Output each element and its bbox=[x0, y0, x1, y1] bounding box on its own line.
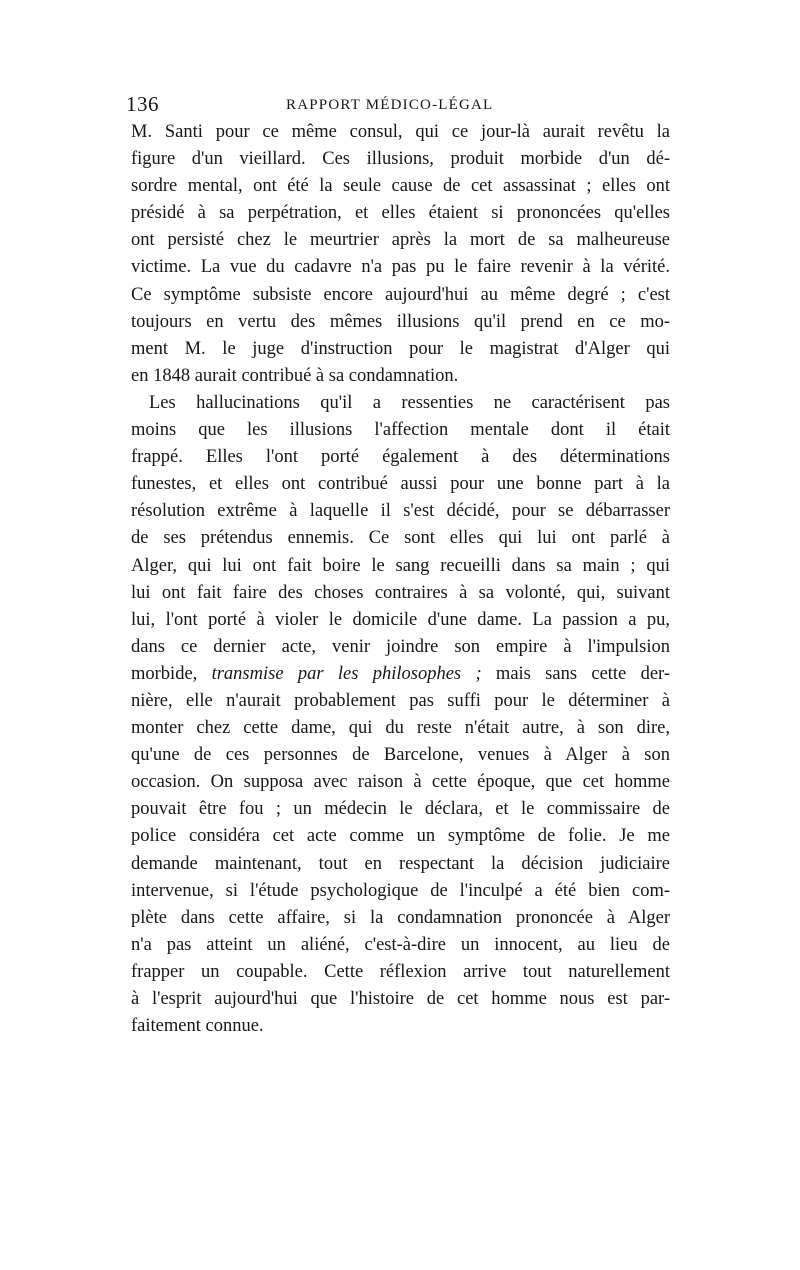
text-line: monter chez cette dame, qui du reste n'était autre, à son dire, bbox=[131, 718, 670, 739]
paragraph-start-line: Les hallucinations qu'il a ressenties ne caractérisent pas bbox=[149, 392, 670, 413]
text-line: M. Santi pour ce même consul, qui ce jour-là aurait revêtu la bbox=[131, 122, 670, 142]
text-line: nière, elle n'aurait probablement pas suffi pour le déterminer à bbox=[131, 690, 670, 711]
text-line: résolution extrême à laquelle il s'est décidé, pour se débarrasser bbox=[131, 501, 670, 522]
text-line: demande maintenant, tout en respectant la décision judiciaire bbox=[131, 853, 670, 874]
text-line: plète dans cette affaire, si la condamnation prononcée à Alger bbox=[131, 907, 670, 928]
text-line: présidé à sa perpétration, et elles étaient si prononcées qu'elles bbox=[131, 203, 670, 224]
text-line-with-italic bbox=[131, 661, 670, 688]
text-line: lui ont fait faire des choses contraires à sa volonté, qui, suivant bbox=[131, 582, 670, 603]
paragraph-end-line: faitement connue. bbox=[131, 1016, 264, 1037]
paragraph-end-line: en 1848 aurait contribué à sa condamnation. bbox=[131, 365, 459, 386]
text-line: n'a pas atteint un aliéné, c'est-à-dire un innocent, au lieu de bbox=[131, 934, 670, 955]
page-number: 136 bbox=[126, 92, 159, 116]
text-line: ont persisté chez le meurtrier après la mort de sa malheureuse bbox=[131, 230, 670, 251]
text-line: sordre mental, ont été la seule cause de cet assassinat ; elles ont bbox=[131, 176, 670, 197]
text-line: victime. La vue du cadavre n'a pas pu le faire revenir à la vérité. bbox=[131, 257, 670, 278]
text-line: à l'esprit aujourd'hui que l'histoire de cet homme nous est par- bbox=[131, 989, 670, 1009]
line-segment: morbide, bbox=[131, 663, 212, 684]
text-line: Alger, qui lui ont fait boire le sang recueilli dans sa main ; qui bbox=[131, 555, 670, 576]
text-line: lui, l'ont porté à violer le domicile d'une dame. La passion a pu, bbox=[131, 609, 670, 630]
text-line: moins que les illusions l'affection mentale dont il était bbox=[131, 420, 670, 441]
text-line: ment M. le juge d'instruction pour le magistrat d'Alger qui bbox=[131, 338, 670, 359]
running-head bbox=[126, 92, 670, 116]
body-text bbox=[131, 119, 670, 1040]
text-line: Ce symptôme subsiste encore aujourd'hui au même degré ; c'est bbox=[131, 284, 670, 305]
text-line: de ses prétendus ennemis. Ce sont elles qui lui ont parlé à bbox=[131, 528, 670, 549]
text-line: frapper un coupable. Cette réflexion arrive tout naturellement bbox=[131, 961, 670, 982]
italic-phrase: transmise par les philosophes ; bbox=[211, 663, 482, 684]
text-line: toujours en vertu des mêmes illusions qu'il prend en ce mo- bbox=[131, 311, 670, 332]
running-title: RAPPORT MÉDICO-LÉGAL bbox=[286, 97, 494, 113]
text-line: funestes, et elles ont contribué aussi pour une bonne part à la bbox=[131, 474, 670, 495]
text-line: figure d'un vieillard. Ces illusions, produit morbide d'un dé- bbox=[131, 149, 670, 170]
text-line: dans ce dernier acte, venir joindre son empire à l'impulsion bbox=[131, 636, 670, 657]
text-line: intervenue, si l'étude psychologique de l'inculpé a été bien com- bbox=[131, 880, 670, 901]
text-line: pouvait être fou ; un médecin le déclara, et le commissaire de bbox=[131, 799, 670, 820]
line-segment: mais sans cette der- bbox=[481, 663, 670, 684]
text-line: occasion. On supposa avec raison à cette époque, que cet homme bbox=[131, 772, 670, 793]
text-line: qu'une de ces personnes de Barcelone, venues à Alger à son bbox=[131, 745, 670, 766]
text-line: police considéra cet acte comme un symptôme de folie. Je me bbox=[131, 826, 670, 847]
text-line: frappé. Elles l'ont porté également à des déterminations bbox=[131, 447, 670, 468]
